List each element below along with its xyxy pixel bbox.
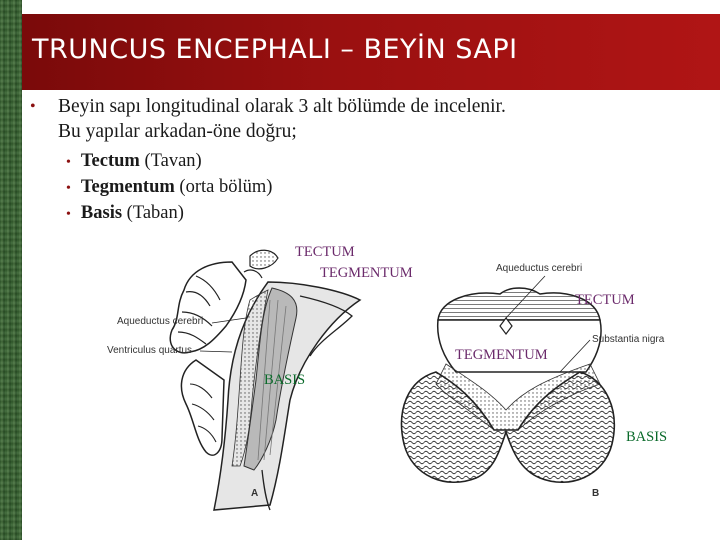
panel-b-letter: B	[592, 488, 600, 499]
sub-item-desc: (orta bölüm)	[174, 177, 273, 197]
caption-substantia-nigra: Substantia nigra	[592, 334, 665, 345]
sub-item-desc: (Taban)	[122, 203, 184, 223]
sub-item-term: Tegmentum	[80, 177, 175, 197]
label-tectum-b: TECTUM	[575, 292, 635, 308]
label-tectum-a: TECTUM	[295, 244, 355, 260]
caption-aqueductus-b: Aqueductus cerebri	[496, 263, 583, 274]
main-bullet-line-2: Bu yapılar arkadan-öne doğru;	[58, 121, 297, 142]
sub-item-desc: (Tavan)	[139, 151, 202, 171]
main-bullet-line-1: Beyin sapı longitudinal olarak 3 alt bölümde de incelenir.	[58, 96, 506, 117]
sub-bullet-icon: •	[66, 207, 71, 222]
label-tegmentum-a: TEGMENTUM	[320, 265, 413, 281]
caption-ventriculus-quartus: Ventriculus quartus	[107, 345, 193, 356]
sub-bullet-icon: •	[66, 181, 71, 196]
sub-item-term: Basis	[80, 203, 123, 223]
label-tegmentum-b: TEGMENTUM	[455, 347, 548, 363]
sub-bullet-icon: •	[66, 155, 71, 170]
bullet-dot-icon: •	[30, 98, 36, 115]
label-basis-b: BASIS	[626, 429, 668, 445]
sub-item-term: Tectum	[80, 151, 140, 171]
label-basis-a: BASIS	[264, 372, 306, 388]
caption-aqueductus-a: Aqueductus cerebri	[117, 316, 204, 327]
slide-title: TRUNCUS ENCEPHALI – BEYİN SAPI	[32, 34, 518, 65]
panel-a-letter: A	[251, 488, 259, 499]
